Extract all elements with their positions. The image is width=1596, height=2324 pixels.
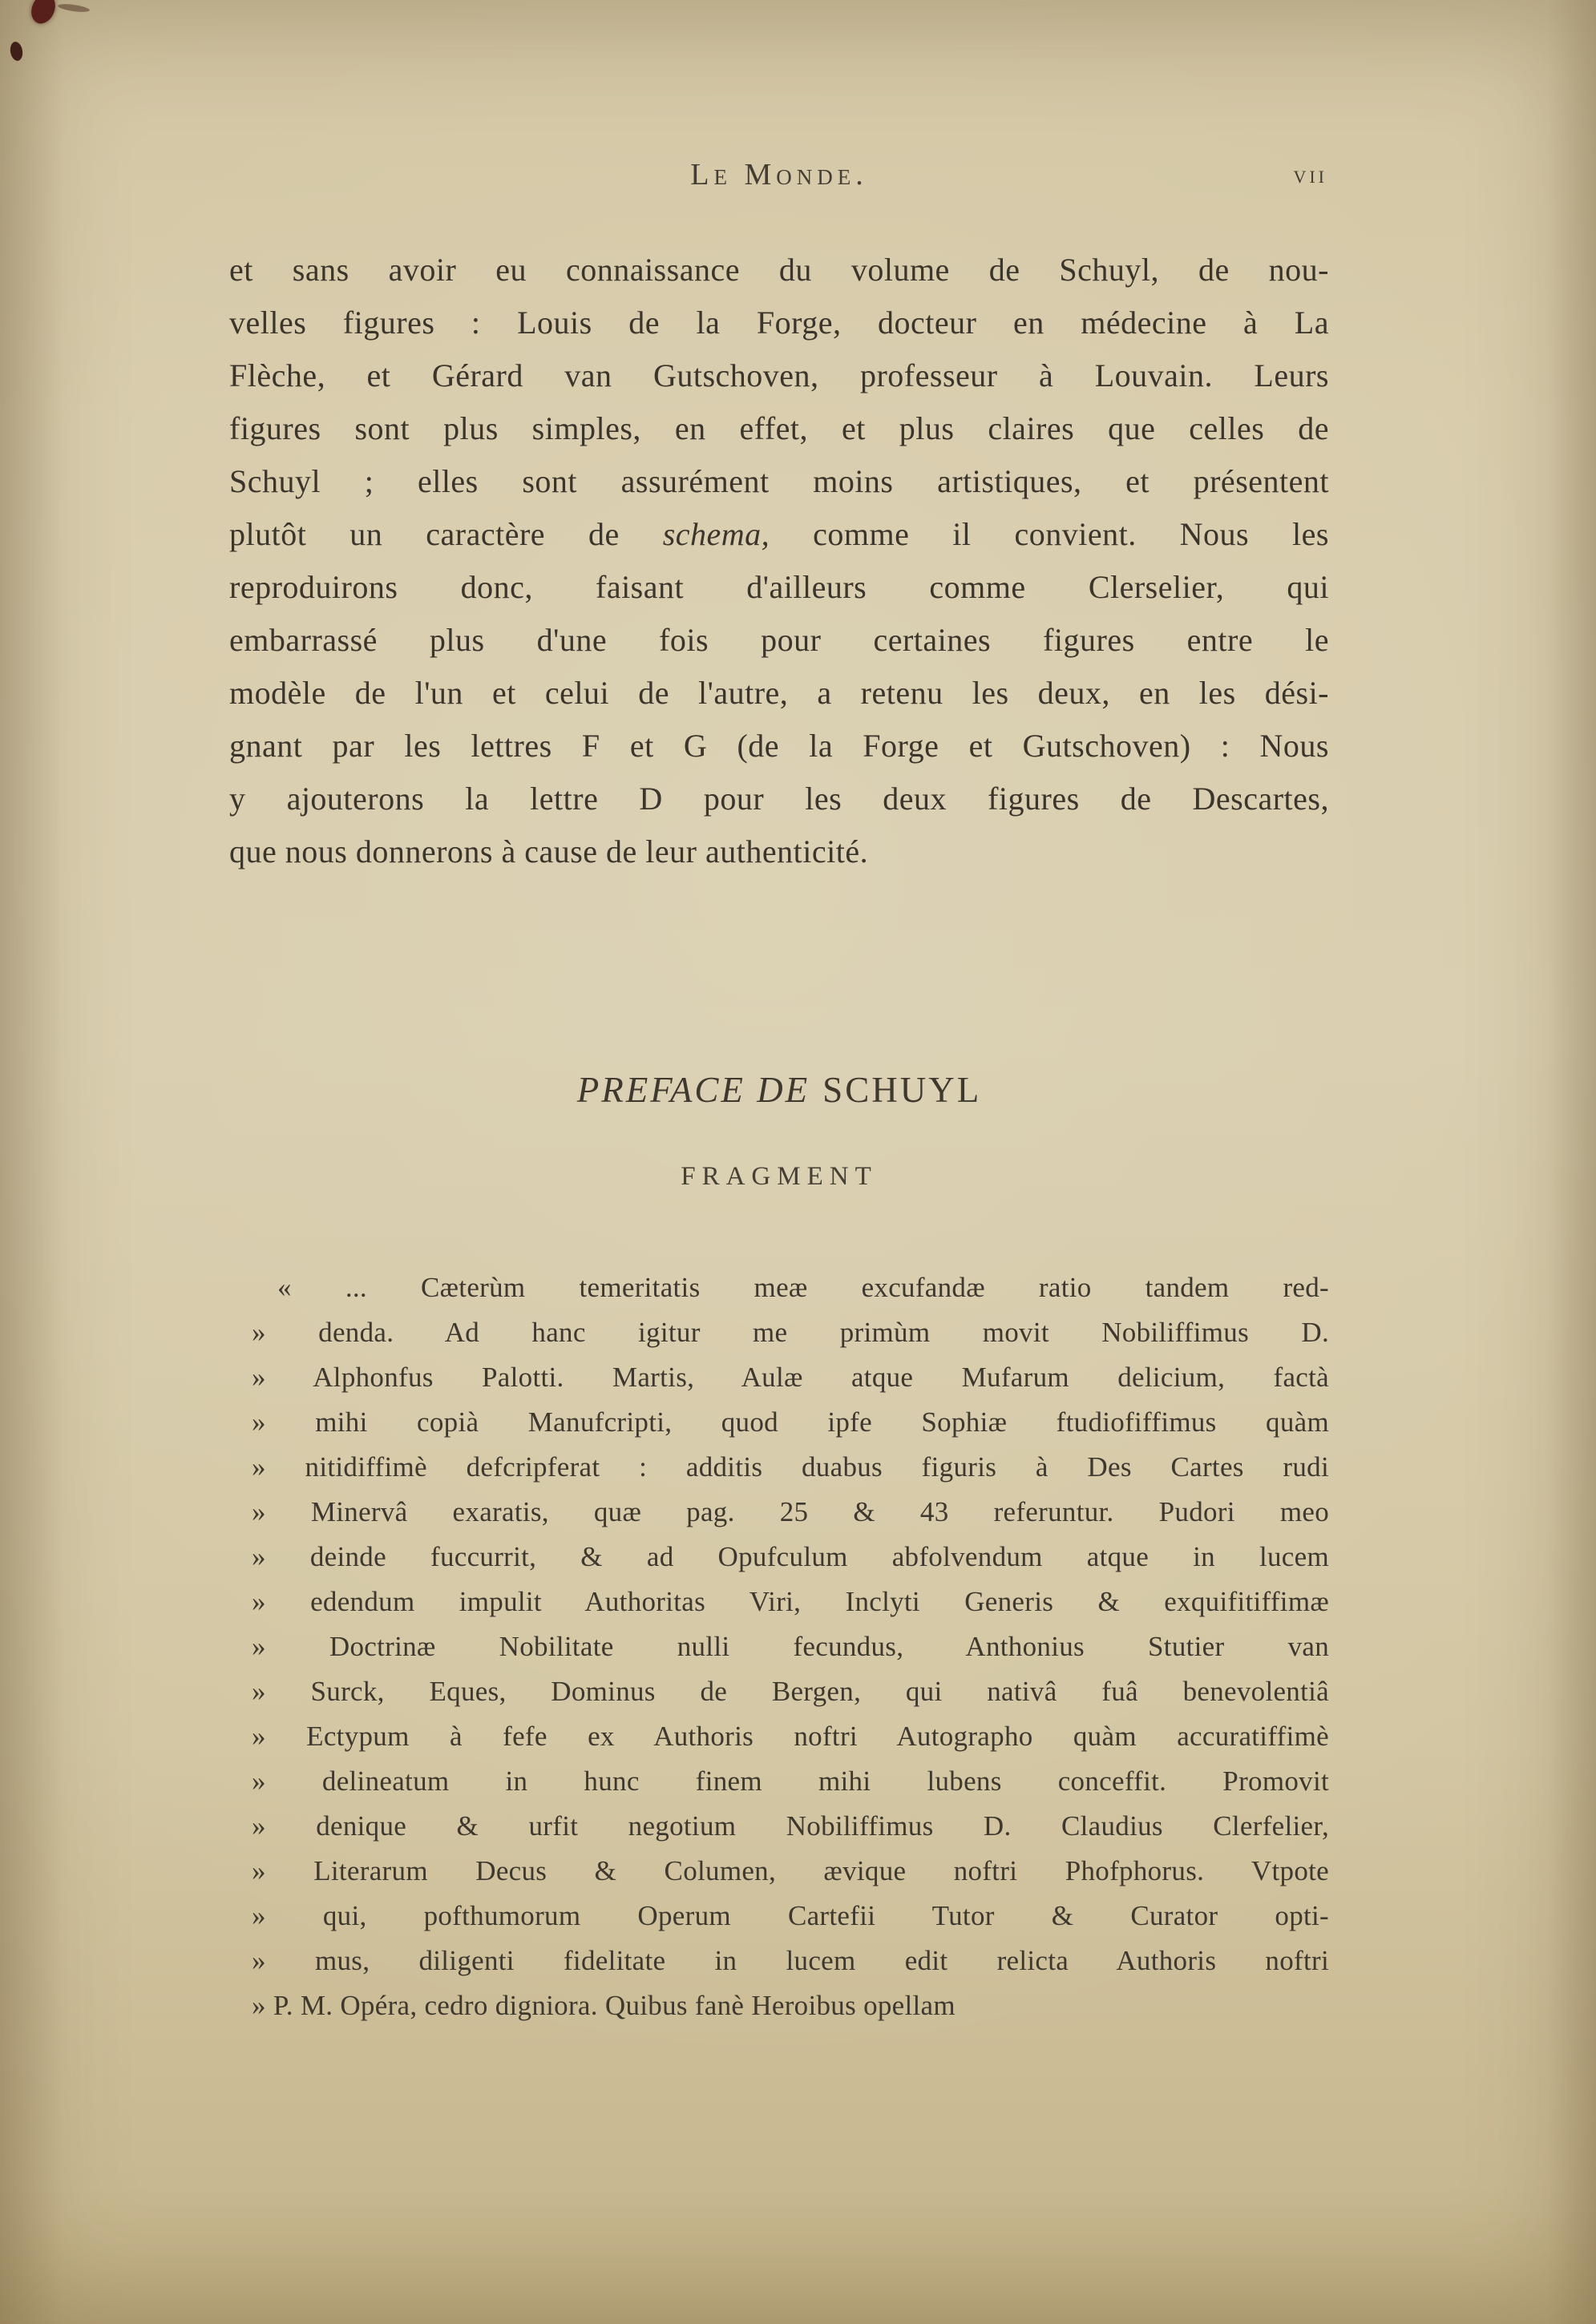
latin-line: » qui, pofthumorum Operum Cartefii Tutor & Curator opti- — [252, 1900, 1329, 1931]
text-block — [229, 157, 1329, 2028]
page-edge-stain — [58, 2, 91, 13]
latin-line: » Literarum Decus & Columen, ævique noftri Phofphorus. Vtpote — [252, 1855, 1329, 1886]
latin-line: » Ectypum à fefe ex Authoris noftri Autographo quàm accuratiffimè — [252, 1721, 1329, 1752]
latin-line: » Doctrinæ Nobilitate nulli fecundus, Anthonius Stutier van — [252, 1631, 1329, 1662]
page-edge-stain — [9, 41, 24, 62]
latin-line: » denda. Ad hanc igitur me primùm movit Nobiliffimus D. — [252, 1317, 1329, 1348]
section-title-italic: PREFACE DE — [576, 1070, 810, 1110]
page-edge-stain — [27, 0, 59, 27]
page-number: vii — [1293, 159, 1327, 188]
running-title: Le Monde. — [690, 158, 868, 192]
latin-line: » Surck, Eques, Dominus de Bergen, qui nativâ fuâ benevolentiâ — [252, 1676, 1329, 1707]
body-line: reproduirons donc, faisant d'ailleurs comme Clerselier, qui — [229, 569, 1329, 605]
latin-line: » mihi copià Manufcripti, quod ipfe Sophiæ ftudiofiffimus quàm — [252, 1406, 1329, 1438]
body-line: et sans avoir eu connaissance du volume de Schuyl, de nou- — [229, 252, 1329, 288]
body-line: figures sont plus simples, en effet, et plus claires que celles de — [229, 410, 1329, 446]
body-line: Flèche, et Gérard van Gutschoven, professeur à Louvain. Leurs — [229, 357, 1329, 393]
body-line-schema — [229, 508, 1329, 561]
latin-line: » P. M. Opéra, cedro digniora. Quibus fanè Heroibus opellam — [252, 1990, 956, 2021]
section-title-roman: SCHUYL — [822, 1070, 982, 1110]
schema-post: comme il convient. Nous les — [770, 516, 1329, 552]
latin-line: » mus, diligenti fidelitate in lucem edit relicta Authoris noftri — [252, 1945, 1329, 1976]
body-line: velles figures : Louis de la Forge, docteur en médecine à La — [229, 305, 1329, 341]
latin-line: » delineatum in hunc finem mihi lubens conceffit. Promovit — [252, 1765, 1329, 1797]
latin-line: » Alphonfus Palotti. Martis, Aulæ atque Mufarum delicium, factà — [252, 1362, 1329, 1393]
latin-line: » Minervâ exaratis, quæ pag. 25 & 43 referuntur. Pudori meo — [252, 1496, 1329, 1527]
body-line: gnant par les lettres F et G (de la Forge et Gutschoven) : Nous — [229, 728, 1329, 764]
body-line: embarrassé plus d'une fois pour certaines figures entre le — [229, 622, 1329, 658]
section-title — [229, 1069, 1329, 1111]
latin-line: » deinde fuccurrit, & ad Opufculum abfolvendum atque in lucem — [252, 1541, 1329, 1572]
latin-line: » edendum impulit Authoritas Viri, Inclyti Generis & exquifitiffimæ — [252, 1586, 1329, 1617]
running-header — [229, 157, 1329, 196]
schema-pre: plutôt un caractère de — [229, 516, 663, 552]
french-paragraph — [229, 244, 1329, 878]
body-line: que nous donnerons à cause de leur authenticité. — [229, 833, 869, 869]
body-line: y ajouterons la lettre D pour les deux figures de Descartes, — [229, 781, 1329, 817]
latin-line: « ... Cæterùm temeritatis meæ excufandæ ratio tandem red- — [277, 1272, 1329, 1303]
latin-line: » nitidiffimè defcripferat : additis duabus figuris à Des Cartes rudi — [252, 1451, 1329, 1483]
schema-italic: schema, — [662, 516, 770, 552]
latin-quotation — [229, 1265, 1329, 2028]
section-subtitle: FRAGMENT — [681, 1162, 878, 1191]
latin-line: » denique & urfit negotium Nobiliffimus D. Claudius Clerfelier, — [252, 1810, 1329, 1842]
body-line: Schuyl ; elles sont assurément moins artistiques, et présentent — [229, 463, 1329, 499]
body-line: modèle de l'un et celui de l'autre, a retenu les deux, en les dési- — [229, 675, 1329, 711]
